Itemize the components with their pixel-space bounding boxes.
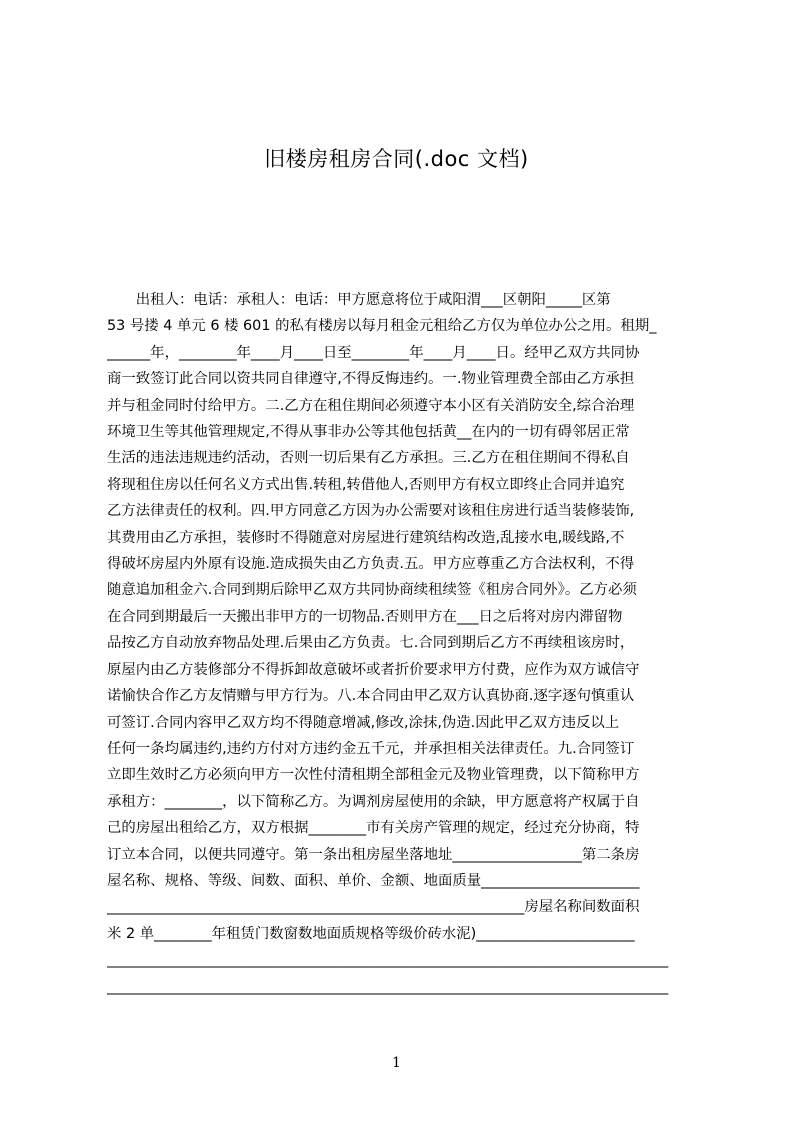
body-line: 订立本合同，以便共同遵守。第一条出租房屋坐落地址__________________第二条房 (107, 846, 640, 863)
body-line: 米 2 单________年租赁门数窗数地面质规格等级价砖水泥)______________________ (107, 925, 635, 942)
body-line: 任何一条均属违约,违约方付对方违约金五千元，并承担相关法律责任。九.合同签订 (107, 740, 635, 757)
body-line: 生活的违法违规违约活动，否则一切后果有乙方承担。三.乙方在租住期间不得私自 (107, 450, 630, 467)
body-line: 己的房屋出租给乙方，双方根据________市有关房产管理的规定，经过充分协商，特 (107, 820, 640, 837)
body-line: 诺愉快合作乙方友情赠与甲方行为。八.本合同由甲乙双方认真协商.逐字逐句慎重认 (107, 688, 635, 705)
page-number: 1 (392, 1055, 401, 1071)
body-line: 随意追加租金六.合同到期后除甲乙双方共同协商续租续签《租房合同外》。乙方必须 (107, 582, 637, 599)
body-line: 在合同到期最后一天搬出非甲方的一切物品.否则甲方在___日之后将对房内滞留物 (107, 608, 623, 625)
body-line: ______年，________年____月____日至________年____月____日。经甲乙双方共同协 (107, 344, 640, 361)
body-line: 立即生效时乙方必须向甲方一次性付清租期全部租金元及物业管理费，以下简称甲方 (107, 767, 640, 784)
body-line: 其费用由乙方承担，装修时不得随意对房屋进行建筑结构改造,乱接水电,暖线路,不 (107, 529, 625, 546)
document-title: 旧楼房租房合同(.doc 文档) (264, 147, 529, 171)
body-line: 原屋内由乙方装修部分不得拆卸故意破坏或者折价要求甲方付费，应作为双方诚信守 (107, 661, 640, 678)
body-line: __________________________________________________________房屋名称间数面积 (107, 899, 640, 916)
body-line: 商一致签订此合同以资共同自律遵守,不得反悔违约。一.物业管理费全部由乙方承担 (107, 371, 635, 388)
body-line: 承租方：________，以下简称乙方。为调剂房屋使用的余缺，甲方愿意将产权属于自 (107, 793, 640, 810)
body-line: ______________________________________________________________________________ (107, 952, 669, 969)
body-line: 出租人：电话：承租人：电话：甲方愿意将位于咸阳渭___区朝阳_____区第 (107, 292, 611, 308)
body-line: 53 号搂 4 单元 6 楼 601 的私有楼房以每月租金元租给乙方仅为单位办公之用。租期_ (107, 318, 657, 335)
body-line: 屋名称、规格、等级、间数、面积、单价、金额、地面质量______________________ (107, 872, 640, 889)
body-line: 品按乙方自动放弃物品处理.后果由乙方负责。七.合同到期后乙方不再续租该房时， (107, 635, 635, 652)
body-line: 将现租住房以任何名义方式出售.转租,转借他人,否则甲方有权立即终止合同并追究 (107, 476, 625, 493)
body-line: 可签订.合同内容甲乙双方均不得随意增减,修改,涂抹,伪造.因此甲乙双方违反以上 (107, 714, 620, 731)
body-line: ______________________________________________________________________________ (107, 978, 669, 995)
body-line: 并与租金同时付给甲方。二.乙方在租住期间必须遵守本小区有关消防安全,综合治理 (107, 397, 635, 414)
body-line: 得破坏房屋内外原有设施.造成损失由乙方负责.五。甲方应尊重乙方合法权利，不得 (107, 556, 635, 573)
contract-body (107, 287, 699, 1000)
body-line: 环境卫生等其他管理规定,不得从事非办公等其他包括黄__在内的一切有碍邻居正常 (107, 424, 630, 441)
body-line: 乙方法律责任的权利。四.甲方同意乙方因为办公需要对该租住房进行适当装修装饰, (107, 503, 635, 520)
